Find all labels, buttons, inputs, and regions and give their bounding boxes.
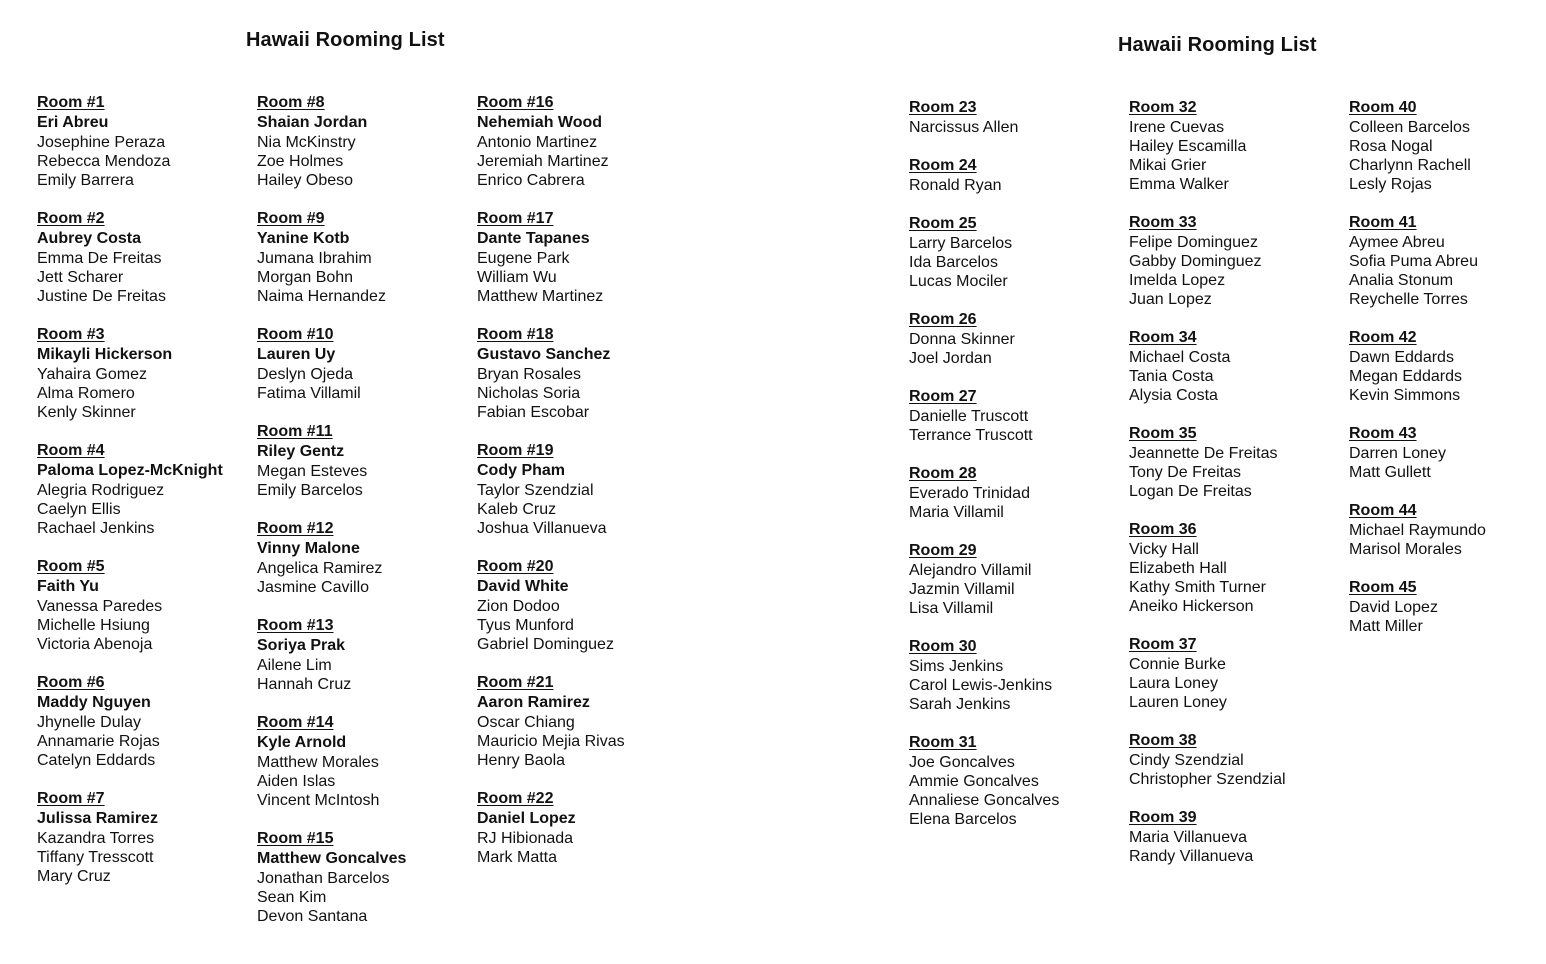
room-column-6 xyxy=(1349,98,1546,655)
room-block xyxy=(257,713,472,810)
room-occupant: Michael Raymundo xyxy=(1349,522,1486,539)
room-block xyxy=(37,93,252,190)
room-occupant: Cindy Szendzial xyxy=(1129,752,1244,769)
room-block xyxy=(257,829,472,926)
room-occupant: Alysia Costa xyxy=(1129,387,1218,404)
room-lead-occupant: Nehemiah Wood xyxy=(477,114,603,131)
room-lead-occupant: Lauren Uy xyxy=(257,346,336,363)
room-heading: Room 36 xyxy=(1129,521,1197,538)
room-occupant: Matthew Martinez xyxy=(477,288,604,305)
room-occupant: Elena Barcelos xyxy=(909,811,1017,828)
room-occupant: Emma Walker xyxy=(1129,176,1229,193)
room-occupant: Danielle Truscott xyxy=(909,408,1029,425)
room-occupant: Jeannette De Freitas xyxy=(1129,445,1278,462)
room-heading: Room 33 xyxy=(1129,214,1197,231)
room-block xyxy=(909,214,1124,291)
room-occupant: Victoria Abenoja xyxy=(37,636,153,653)
room-occupant: Joshua Villanueva xyxy=(477,520,607,537)
room-lead-occupant: Soriya Prak xyxy=(257,637,346,654)
room-heading: Room #11 xyxy=(257,423,333,440)
room-occupant: Emma De Freitas xyxy=(37,250,162,267)
room-block xyxy=(257,519,472,597)
room-lead-occupant: Julissa Ramirez xyxy=(37,810,158,827)
room-occupant: Michelle Hsiung xyxy=(37,617,150,634)
room-heading: Room #2 xyxy=(37,210,105,227)
room-block xyxy=(1129,731,1344,789)
room-occupant: Aiden Islas xyxy=(257,773,336,790)
room-block xyxy=(1349,328,1546,405)
room-lead-occupant: Yanine Kotb xyxy=(257,230,350,247)
room-occupant: Deslyn Ojeda xyxy=(257,366,354,383)
room-block xyxy=(257,93,472,190)
room-block xyxy=(1129,213,1344,309)
room-occupant: William Wu xyxy=(477,269,557,286)
room-occupant: Randy Villanueva xyxy=(1129,848,1254,865)
room-lead-occupant: Aubrey Costa xyxy=(37,230,142,247)
room-occupant: Sarah Jenkins xyxy=(909,696,1011,713)
room-block xyxy=(477,93,692,190)
room-occupant: Justine De Freitas xyxy=(37,288,166,305)
room-occupant: Nia McKinstry xyxy=(257,134,356,151)
room-occupant: Imelda Lopez xyxy=(1129,272,1226,289)
room-occupant: Juan Lopez xyxy=(1129,291,1212,308)
room-lead-occupant: Vinny Malone xyxy=(257,540,360,557)
room-occupant: Annaliese Goncalves xyxy=(909,792,1060,809)
room-occupant: Carol Lewis-Jenkins xyxy=(909,677,1053,694)
room-occupant: Connie Burke xyxy=(1129,656,1226,673)
room-block xyxy=(477,325,692,422)
room-block xyxy=(37,325,252,422)
room-occupant: Lisa Villamil xyxy=(909,600,994,617)
room-block xyxy=(477,557,692,654)
room-occupant: Maria Villanueva xyxy=(1129,829,1247,846)
room-block xyxy=(909,98,1124,137)
room-occupant: Felipe Dominguez xyxy=(1129,234,1258,251)
room-lead-occupant: Paloma Lopez-McKnight xyxy=(37,462,223,479)
room-occupant: Jumana Ibrahim xyxy=(257,250,372,267)
room-occupant: Gabriel Dominguez xyxy=(477,636,614,653)
room-heading: Room #6 xyxy=(37,674,105,691)
room-block xyxy=(257,209,472,306)
room-occupant: Aymee Abreu xyxy=(1349,234,1445,251)
room-occupant: Zion Dodoo xyxy=(477,598,560,615)
room-heading: Room 38 xyxy=(1129,732,1197,749)
room-occupant: Elizabeth Hall xyxy=(1129,560,1227,577)
room-occupant: Eugene Park xyxy=(477,250,570,267)
room-occupant: Ammie Goncalves xyxy=(909,773,1039,790)
room-heading: Room #4 xyxy=(37,442,105,459)
room-block xyxy=(37,673,252,770)
room-heading: Room #17 xyxy=(477,210,554,227)
room-occupant: Mark Matta xyxy=(477,849,558,866)
room-heading: Room #7 xyxy=(37,790,105,807)
room-block xyxy=(257,616,472,694)
room-block xyxy=(1349,98,1546,194)
room-occupant: Lesly Rojas xyxy=(1349,176,1432,193)
room-occupant: Fabian Escobar xyxy=(477,404,590,421)
room-heading: Room #9 xyxy=(257,210,325,227)
room-heading: Room 31 xyxy=(909,734,977,751)
room-occupant: Kaleb Cruz xyxy=(477,501,557,518)
room-occupant: Megan Eddards xyxy=(1349,368,1462,385)
room-occupant: Rosa Nogal xyxy=(1349,138,1433,155)
room-block xyxy=(477,441,692,538)
room-occupant: Naima Hernandez xyxy=(257,288,386,305)
room-occupant: Charlynn Rachell xyxy=(1349,157,1471,174)
room-occupant: Vanessa Paredes xyxy=(37,598,163,615)
room-lead-occupant: David White xyxy=(477,578,569,595)
room-heading: Room 43 xyxy=(1349,425,1417,442)
room-heading: Room 45 xyxy=(1349,579,1417,596)
room-occupant: Alejandro Villamil xyxy=(909,562,1032,579)
room-lead-occupant: Cody Pham xyxy=(477,462,566,479)
room-occupant: Tiffany Tresscott xyxy=(37,849,154,866)
room-block xyxy=(257,325,472,403)
room-heading: Room #22 xyxy=(477,790,554,807)
room-occupant: Jasmine Cavillo xyxy=(257,579,370,596)
room-occupant: Devon Santana xyxy=(257,908,368,925)
room-occupant: Morgan Bohn xyxy=(257,269,354,286)
room-occupant: Analia Stonum xyxy=(1349,272,1454,289)
room-occupant: Josephine Peraza xyxy=(37,134,166,151)
room-occupant: Rachael Jenkins xyxy=(37,520,155,537)
room-lead-occupant: Shaian Jordan xyxy=(257,114,368,131)
room-occupant: Mary Cruz xyxy=(37,868,111,885)
room-lead-occupant: Riley Gentz xyxy=(257,443,345,460)
room-lead-occupant: Matthew Goncalves xyxy=(257,850,407,867)
room-occupant: Hailey Escamilla xyxy=(1129,138,1247,155)
room-occupant: Oscar Chiang xyxy=(477,714,575,731)
room-lead-occupant: Aaron Ramirez xyxy=(477,694,590,711)
room-block xyxy=(37,441,252,538)
room-occupant: Enrico Cabrera xyxy=(477,172,585,189)
room-heading: Room 27 xyxy=(909,388,977,405)
room-block xyxy=(37,789,252,886)
room-block xyxy=(477,209,692,306)
room-occupant: Joe Goncalves xyxy=(909,754,1015,771)
room-occupant: Henry Baola xyxy=(477,752,566,769)
room-occupant: Nicholas Soria xyxy=(477,385,581,402)
room-occupant: Maria Villamil xyxy=(909,504,1004,521)
room-block xyxy=(1349,213,1546,309)
room-occupant: Sofia Puma Abreu xyxy=(1349,253,1478,270)
page-title: Hawaii Rooming List xyxy=(246,29,445,51)
room-occupant: Tyus Munford xyxy=(477,617,574,634)
room-heading: Room #18 xyxy=(477,326,554,343)
room-occupant: Dawn Eddards xyxy=(1349,349,1454,366)
room-occupant: Bryan Rosales xyxy=(477,366,582,383)
room-heading: Room 25 xyxy=(909,215,977,232)
room-occupant: Darren Loney xyxy=(1349,445,1446,462)
room-occupant: Gabby Dominguez xyxy=(1129,253,1262,270)
room-heading: Room 40 xyxy=(1349,99,1417,116)
room-occupant: Catelyn Eddards xyxy=(37,752,156,769)
room-occupant: Laura Loney xyxy=(1129,675,1218,692)
room-occupant: Vincent McIntosh xyxy=(257,792,380,809)
room-block xyxy=(909,387,1124,445)
room-heading: Room 26 xyxy=(909,311,977,328)
room-lead-occupant: Faith Yu xyxy=(37,578,99,595)
room-occupant: Sims Jenkins xyxy=(909,658,1004,675)
room-occupant: Jett Scharer xyxy=(37,269,124,286)
room-block xyxy=(909,310,1124,368)
room-occupant: Kazandra Torres xyxy=(37,830,155,847)
room-lead-occupant: Daniel Lopez xyxy=(477,810,576,827)
room-occupant: Ailene Lim xyxy=(257,657,332,674)
room-occupant: Vicky Hall xyxy=(1129,541,1199,558)
room-occupant: Jonathan Barcelos xyxy=(257,870,390,887)
room-occupant: Ronald Ryan xyxy=(909,177,1002,194)
room-occupant: Christopher Szendzial xyxy=(1129,771,1286,788)
room-occupant: Jhynelle Dulay xyxy=(37,714,142,731)
room-heading: Room 44 xyxy=(1349,502,1417,519)
room-lead-occupant: Mikayli Hickerson xyxy=(37,346,173,363)
room-column-5 xyxy=(1129,98,1344,885)
room-heading: Room 41 xyxy=(1349,214,1417,231)
room-block xyxy=(909,637,1124,714)
room-column-4 xyxy=(909,98,1124,848)
room-occupant: Hannah Cruz xyxy=(257,676,352,693)
room-block xyxy=(1349,424,1546,482)
room-occupant: Logan De Freitas xyxy=(1129,483,1252,500)
room-block xyxy=(1129,328,1344,405)
room-heading: Room 35 xyxy=(1129,425,1197,442)
room-occupant: Jeremiah Martinez xyxy=(477,153,609,170)
room-heading: Room #5 xyxy=(37,558,105,575)
room-occupant: Ida Barcelos xyxy=(909,254,998,271)
room-lead-occupant: Dante Tapanes xyxy=(477,230,590,247)
room-column-2 xyxy=(257,93,472,945)
room-occupant: Kevin Simmons xyxy=(1349,387,1461,404)
room-occupant: Michael Costa xyxy=(1129,349,1231,366)
room-occupant: Terrance Truscott xyxy=(909,427,1033,444)
room-block xyxy=(909,733,1124,829)
room-lead-occupant: Maddy Nguyen xyxy=(37,694,151,711)
room-occupant: Emily Barrera xyxy=(37,172,134,189)
room-block xyxy=(909,156,1124,195)
room-heading: Room #15 xyxy=(257,830,334,847)
room-heading: Room 28 xyxy=(909,465,977,482)
room-heading: Room #16 xyxy=(477,94,554,111)
room-column-3 xyxy=(477,93,692,886)
room-occupant: Angelica Ramirez xyxy=(257,560,383,577)
room-occupant: Narcissus Allen xyxy=(909,119,1019,136)
room-occupant: Kathy Smith Turner xyxy=(1129,579,1266,596)
room-occupant: Megan Esteves xyxy=(257,463,368,480)
room-occupant: Caelyn Ellis xyxy=(37,501,121,518)
room-heading: Room 34 xyxy=(1129,329,1197,346)
room-heading: Room #14 xyxy=(257,714,334,731)
room-heading: Room 29 xyxy=(909,542,977,559)
room-occupant: Alma Romero xyxy=(37,385,135,402)
room-heading: Room 24 xyxy=(909,157,977,174)
room-block xyxy=(37,557,252,654)
room-heading: Room 23 xyxy=(909,99,977,116)
room-occupant: Donna Skinner xyxy=(909,331,1015,348)
room-block xyxy=(1129,98,1344,194)
room-occupant: Yahaira Gomez xyxy=(37,366,147,383)
room-occupant: Kenly Skinner xyxy=(37,404,136,421)
room-block xyxy=(1129,424,1344,501)
room-occupant: Everado Trinidad xyxy=(909,485,1030,502)
room-occupant: Zoe Holmes xyxy=(257,153,344,170)
room-heading: Room 37 xyxy=(1129,636,1197,653)
room-heading: Room #12 xyxy=(257,520,334,537)
room-occupant: Lauren Loney xyxy=(1129,694,1227,711)
room-occupant: RJ Hibionada xyxy=(477,830,574,847)
room-heading: Room #1 xyxy=(37,94,105,111)
room-block xyxy=(909,464,1124,522)
room-occupant: Mauricio Mejia Rivas xyxy=(477,733,625,750)
room-occupant: Marisol Morales xyxy=(1349,541,1462,558)
room-occupant: Tania Costa xyxy=(1129,368,1214,385)
page-title: Hawaii Rooming List xyxy=(1118,34,1317,56)
room-occupant: Fatima Villamil xyxy=(257,385,361,402)
room-column-1 xyxy=(37,93,252,905)
room-occupant: Antonio Martinez xyxy=(477,134,598,151)
room-heading: Room #19 xyxy=(477,442,554,459)
room-occupant: Irene Cuevas xyxy=(1129,119,1225,136)
room-heading: Room #21 xyxy=(477,674,554,691)
room-block xyxy=(1349,578,1546,636)
room-occupant: Emily Barcelos xyxy=(257,482,363,499)
room-block xyxy=(1129,520,1344,616)
room-occupant: Taylor Szendzial xyxy=(477,482,594,499)
room-occupant: Matthew Morales xyxy=(257,754,379,771)
room-heading: Room 39 xyxy=(1129,809,1197,826)
room-occupant: Matt Gullett xyxy=(1349,464,1431,481)
room-occupant: Lucas Mociler xyxy=(909,273,1008,290)
room-block xyxy=(477,673,692,770)
room-heading: Room #8 xyxy=(257,94,325,111)
room-occupant: Mikai Grier xyxy=(1129,157,1207,174)
room-lead-occupant: Eri Abreu xyxy=(37,114,109,131)
room-block xyxy=(1349,501,1546,559)
room-occupant: Joel Jordan xyxy=(909,350,992,367)
room-occupant: Reychelle Torres xyxy=(1349,291,1468,308)
room-occupant: Annamarie Rojas xyxy=(37,733,160,750)
room-heading: Room 30 xyxy=(909,638,977,655)
room-occupant: Alegria Rodriguez xyxy=(37,482,165,499)
room-heading: Room #20 xyxy=(477,558,554,575)
room-block xyxy=(1129,808,1344,866)
room-block xyxy=(37,209,252,306)
room-occupant: David Lopez xyxy=(1349,599,1438,616)
room-occupant: Tony De Freitas xyxy=(1129,464,1242,481)
room-occupant: Aneiko Hickerson xyxy=(1129,598,1254,615)
room-occupant: Rebecca Mendoza xyxy=(37,153,171,170)
room-block xyxy=(1129,635,1344,712)
room-occupant: Larry Barcelos xyxy=(909,235,1013,252)
room-heading: Room 42 xyxy=(1349,329,1417,346)
room-heading: Room #13 xyxy=(257,617,334,634)
room-lead-occupant: Kyle Arnold xyxy=(257,734,347,751)
room-lead-occupant: Gustavo Sanchez xyxy=(477,346,611,363)
room-block xyxy=(909,541,1124,618)
room-heading: Room 32 xyxy=(1129,99,1197,116)
room-block xyxy=(477,789,692,867)
room-occupant: Colleen Barcelos xyxy=(1349,119,1470,136)
room-occupant: Matt Miller xyxy=(1349,618,1423,635)
room-heading: Room #10 xyxy=(257,326,334,343)
room-occupant: Sean Kim xyxy=(257,889,327,906)
room-occupant: Hailey Obeso xyxy=(257,172,354,189)
room-heading: Room #3 xyxy=(37,326,105,343)
room-occupant: Jazmin Villamil xyxy=(909,581,1015,598)
room-block xyxy=(257,422,472,500)
